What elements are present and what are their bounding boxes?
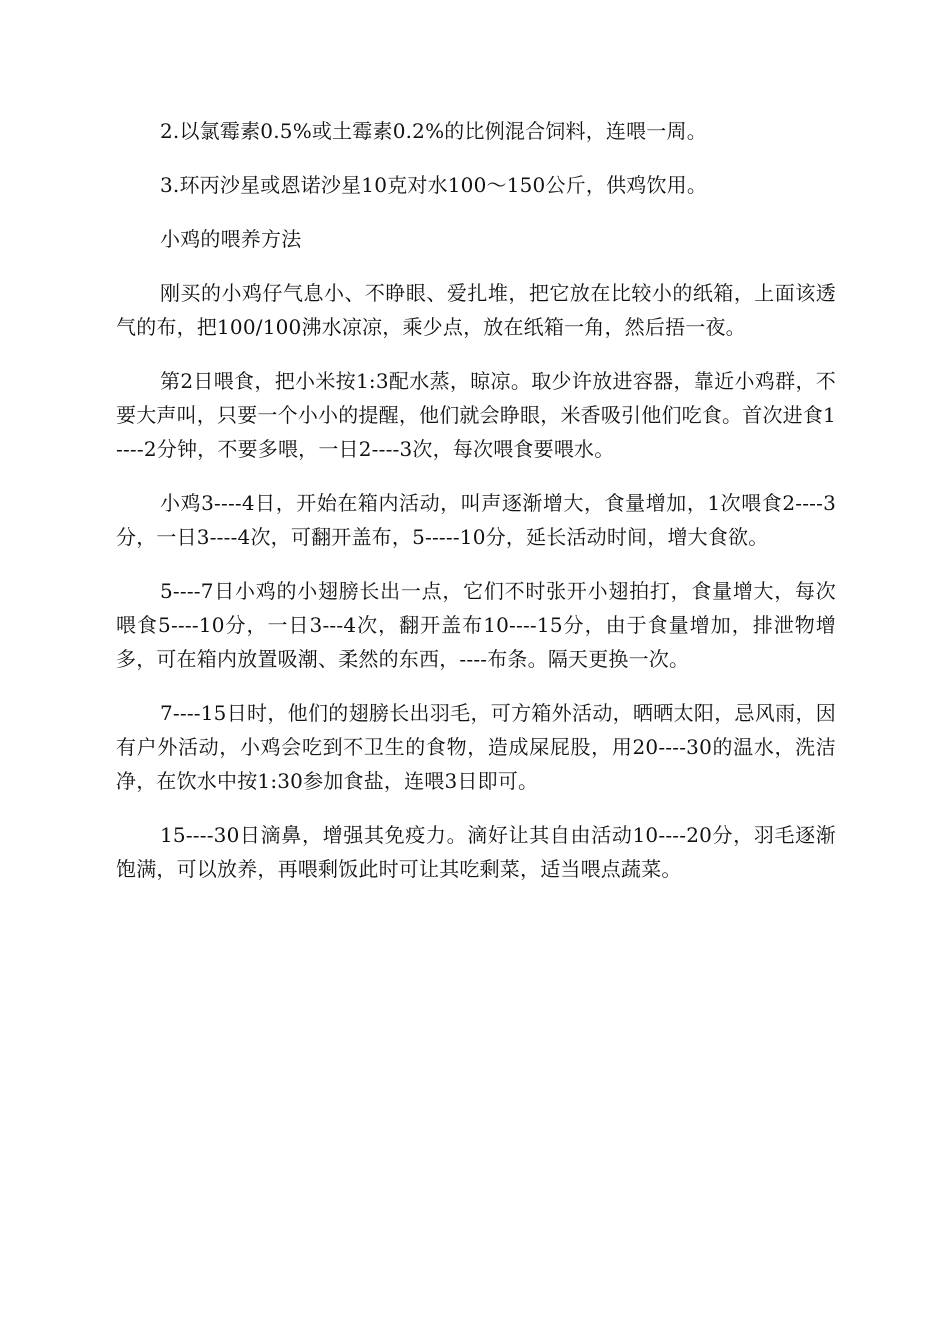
paragraph-day-5-7: 5----7日小鸡的小翅膀长出一点，它们不时张开小翅拍打，食量增大，每次喂食5----10分，一日3---4次，翻开盖布10----15分，由于食量增加，排泄物增多，可在箱内放置吸潮、柔然的东西，----布条。隔天更换一次。: [116, 579, 836, 671]
paragraph-treatment-2: 2.以氯霉素0.5%或土霉素0.2%的比例混合饲料，连喂一周。: [160, 119, 707, 143]
paragraph-day-15-30: 15----30日滴鼻，增强其免疫力。滴好让其自由活动10----20分，羽毛逐渐饱满，可以放养，再喂剩饭此时可让其吃剩菜，适当喂点蔬菜。: [116, 823, 836, 881]
paragraph-day-2: 第2日喂食，把小米按1:3配水蒸，晾凉。取少许放进容器，靠近小鸡群，不要大声叫，只要一个小小的提醒，他们就会睁眼，米香吸引他们吃食。首次进食1----2分钟，不要多喂，一日2----3次，每次喂食要喂水。: [116, 369, 836, 461]
paragraph-day-7-15: 7----15日时，他们的翅膀长出羽毛，可方箱外活动，晒晒太阳，忌风雨，因有户外活动，小鸡会吃到不卫生的食物，造成屎屁股，用20----30的温水，洗洁净，在饮水中按1:30参加食盐，连喂3日即可。: [116, 701, 836, 793]
paragraph-day-3-4: 小鸡3----4日，开始在箱内活动，叫声逐渐增大，食量增加，1次喂食2----3分，一日3----4次，可翻开盖布，5-----10分，延长活动时间，增大食欲。: [116, 491, 836, 549]
section-heading: 小鸡的喂养方法: [160, 227, 302, 251]
document-body: [116, 114, 836, 906]
paragraph-day-1: 刚买的小鸡仔气息小、不睁眼、爱扎堆，把它放在比较小的纸箱，上面该透气的布，把100/100沸水凉凉，乘少点，放在纸箱一角，然后捂一夜。: [116, 281, 836, 339]
paragraph-treatment-3: 3.环丙沙星或恩诺沙星10克对水100～150公斤，供鸡饮用。: [160, 173, 708, 197]
